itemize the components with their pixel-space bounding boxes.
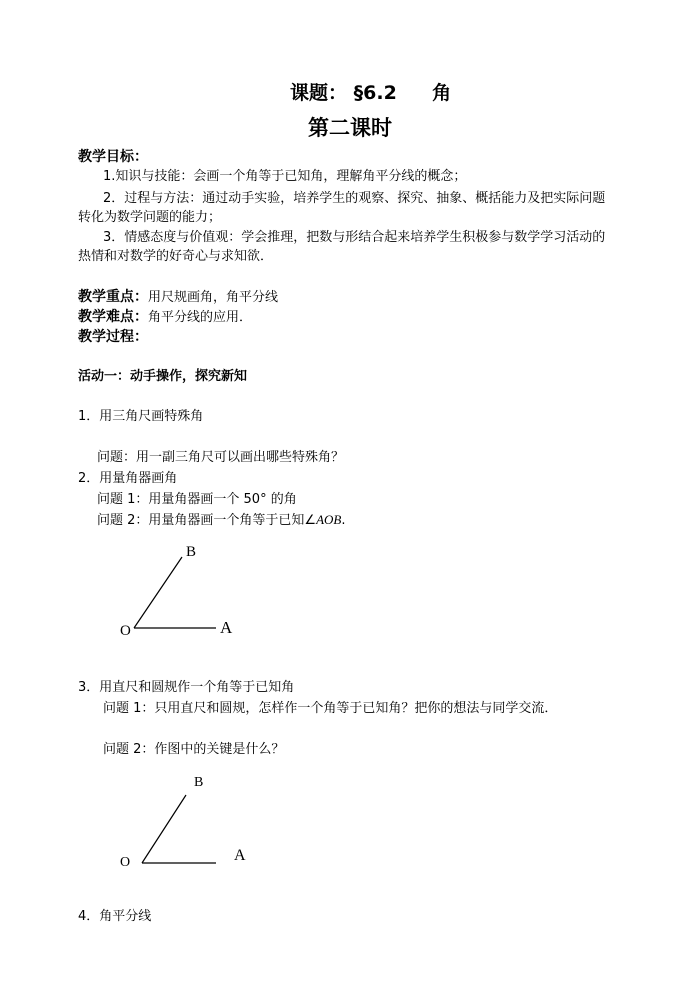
end-mark: . <box>341 513 346 528</box>
section-2-heading: 2．用量角器画角 <box>78 471 178 486</box>
ray-ob-1 <box>134 557 182 628</box>
teaching-difficulty <box>78 306 252 326</box>
point-label-b-2: B <box>194 775 204 790</box>
teaching-focus <box>78 286 278 306</box>
process-label: 教学过程： <box>78 329 148 345</box>
angle-symbol: ∠ <box>304 513 317 528</box>
difficulty-label: 教学难点： <box>78 309 148 325</box>
focus-text: 用尺规画角，角平分线 <box>148 290 279 305</box>
point-label-a-2: A <box>234 847 246 864</box>
objective-3-line-1: 3．情感态度与价值观：学会推理，把数与形结合起来培养学生积极参与数学学习活动的 <box>103 230 606 245</box>
section-1-question: 问题：用一副三角尺可以画出哪些特殊角？ <box>97 450 345 465</box>
angle-figure-2 <box>110 765 260 875</box>
point-label-b-1: B <box>186 544 197 560</box>
angle-figure-1 <box>110 535 250 645</box>
section-3-question-1: 问题 1：只用直尺和圆规，怎样作一个角等于已知角？把你的想法与同学交流． <box>103 701 558 716</box>
lesson-title <box>290 78 451 105</box>
focus-label: 教学重点： <box>78 289 148 305</box>
title-section: §6.2 <box>353 82 397 104</box>
vertex-label-o-1: O <box>120 623 131 639</box>
section-3-heading: 3．用直尺和圆规作一个角等于已知角 <box>78 680 295 695</box>
activity-title: 活动一：动手操作，探究新知 <box>78 369 248 384</box>
ray-ob-2 <box>142 795 186 863</box>
objective-2-line-1: 2．过程与方法：通过动手实验，培养学生的观察、探究、抽象、概括能力及把实际问题 <box>103 191 606 206</box>
point-label-a-1: A <box>220 618 233 637</box>
objectives-heading: 教学目标： <box>78 149 148 165</box>
lesson-subtitle: 第二课时 <box>308 115 392 140</box>
angle-name: AOB <box>316 512 342 527</box>
objective-3-line-2: 热情和对数学的好奇心与求知欲． <box>78 249 274 264</box>
objective-2-line-2: 转化为数学问题的能力； <box>78 210 222 225</box>
section-2-question-2 <box>97 509 345 528</box>
title-topic: 角 <box>432 82 452 104</box>
title-prefix: 课题： <box>290 82 348 104</box>
section-2-question-1: 问题 1：用量角器画一个 50° 的角 <box>97 492 297 507</box>
section-2-question-2-text: 问题 2：用量角器画一个角等于已知 <box>97 513 305 528</box>
objective-1: 1.知识与技能：会画一个角等于已知角，理解角平分线的概念； <box>103 169 467 184</box>
section-3-question-2: 问题 2：作图中的关键是什么？ <box>103 742 285 757</box>
section-4-heading: 4．角平分线 <box>78 909 152 924</box>
section-1-heading: 1．用三角尺画特殊角 <box>78 409 204 424</box>
vertex-label-o-2: O <box>120 855 131 870</box>
difficulty-text: 角平分线的应用． <box>148 310 253 325</box>
